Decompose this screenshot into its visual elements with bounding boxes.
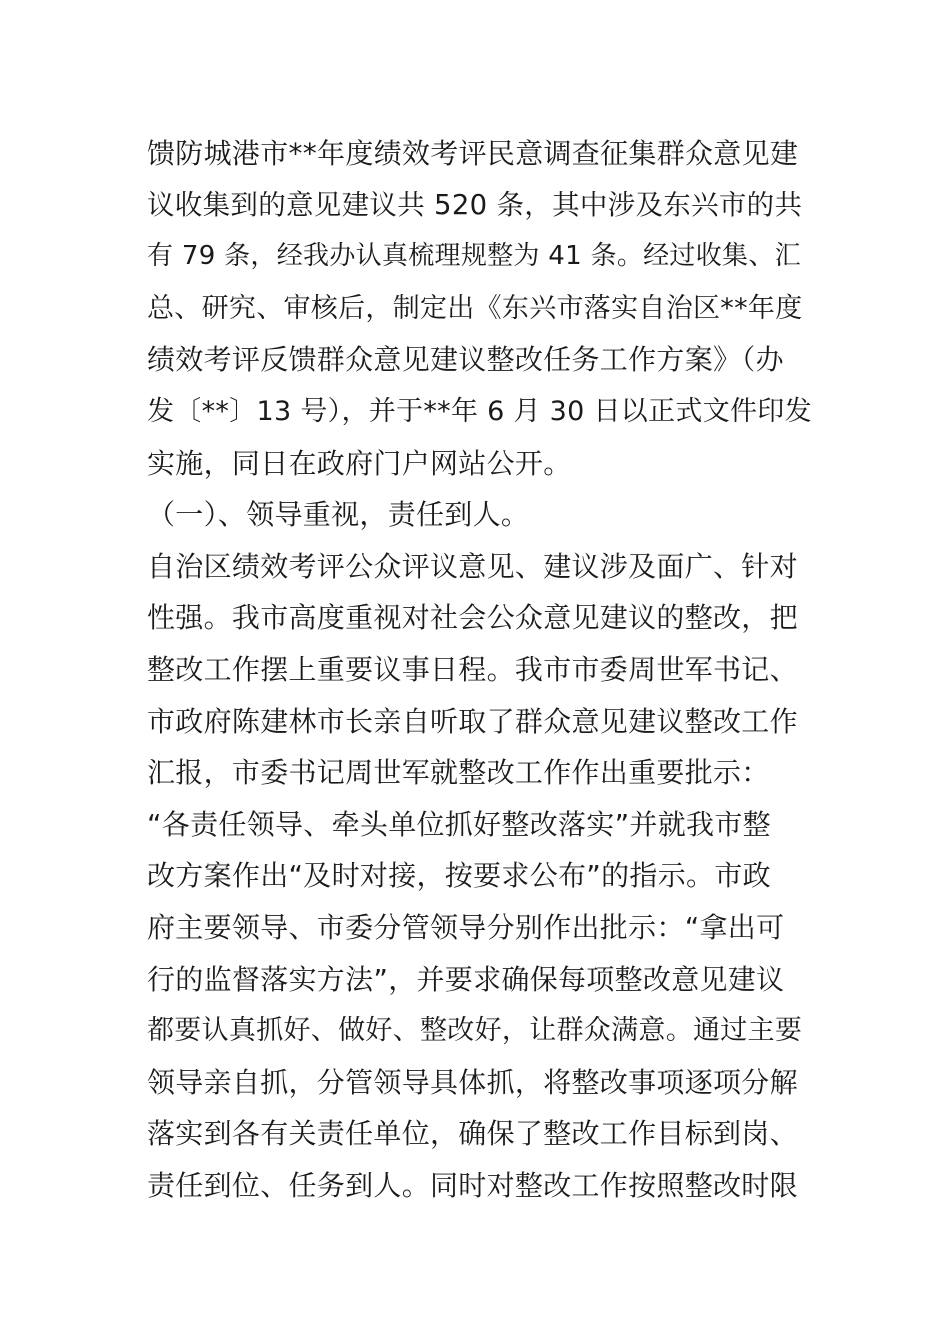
text-line: 绩效考评反馈群众意见建议整改任务工作方案》（办 <box>147 343 784 377</box>
text-line: 实施，同日在政府门户网站公开。 <box>147 446 572 480</box>
text-line: 有 79 条，经我办认真梳理规整为 41 条。经过收集、汇 <box>147 241 801 272</box>
text-line: 市政府陈建林市长亲自听取了群众意见建议整改工作 <box>147 704 798 738</box>
text-line: 整改工作摆上重要议事日程。我市市委周世军书记、 <box>147 652 798 686</box>
text-line: 总、研究、审核后，制定出《东兴市落实自治区**年度 <box>147 292 803 324</box>
text-line: 府主要领导、市委分管领导分别作出批示：“拿出可 <box>147 910 785 944</box>
text-line: 议收集到的意见建议共 520 条，其中涉及东兴市的共 <box>147 188 803 221</box>
text-line: 改方案作出“及时对接，按要求公布”的指示。市政 <box>147 859 771 893</box>
document-body <box>147 128 812 1211</box>
text-line: 馈防城港市**年度绩效考评民意调查征集群众意见建 <box>147 137 799 170</box>
text-line: 性强。我市高度重视对社会公众意见建议的整改，把 <box>147 601 798 635</box>
text-line: 落实到各有关责任单位，确保了整改工作目标到岗、 <box>147 1117 798 1151</box>
text-line: 汇报，市委书记周世军就整改工作作出重要批示： <box>147 756 770 790</box>
text-line: 责任到位、任务到人。同时对整改工作按照整改时限 <box>147 1168 798 1202</box>
text-line: 发〔**〕13 号），并于**年 6 月 30 日以正式文件印发 <box>147 395 812 427</box>
text-line: 都要认真抓好、做好、整改好，让群众满意。通过主要 <box>147 1015 803 1047</box>
text-line: 行的监督落实方法”，并要求确保每项整改意见建议 <box>147 962 785 996</box>
section-heading: （一）、领导重视，责任到人。 <box>147 498 530 532</box>
text-line: 领导亲自抓，分管领导具体抓，将整改事项逐项分解 <box>147 1065 798 1099</box>
text-line: 自治区绩效考评公众评议意见、建议涉及面广、针对 <box>147 549 798 583</box>
text-line: “各责任领导、牵头单位抓好整改落实”并就我市整 <box>147 807 771 841</box>
